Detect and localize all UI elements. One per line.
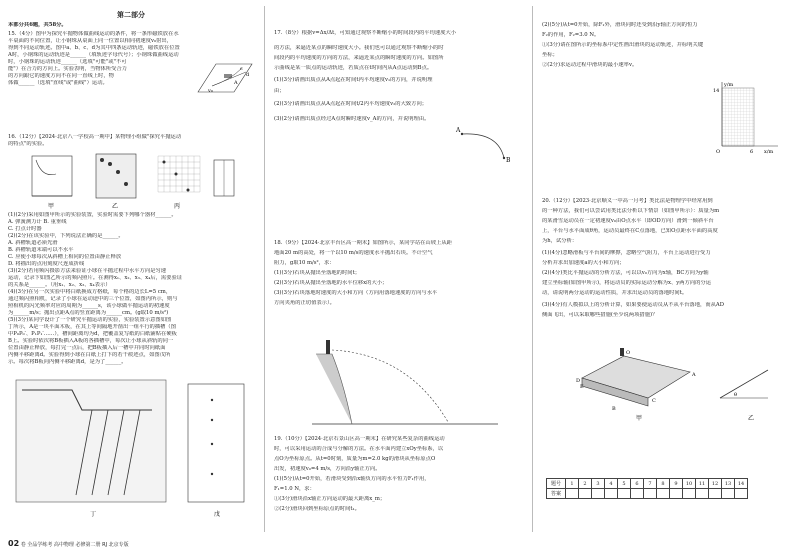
q20-line: 侧面飞出，可以采取哪些措施(至少说两项措施)？ bbox=[542, 312, 658, 318]
q19-line: 坐标； bbox=[542, 52, 558, 58]
q15-line: 体做______（选填"直线"或"曲线"）运动。 bbox=[8, 80, 108, 86]
answer-blank[interactable] bbox=[592, 489, 605, 499]
answer-blank[interactable] bbox=[618, 489, 631, 499]
q15-line: 时，小钢珠的运动轨迹______（选填"可能"或"不可 bbox=[8, 59, 127, 65]
fig-label: 丁 bbox=[90, 511, 97, 518]
q16-line: D. 将描出的点用刻度尺连成折线 bbox=[8, 261, 85, 267]
page-number: 02 bbox=[8, 539, 20, 548]
answer-cell: 6 bbox=[631, 479, 644, 489]
answer-cell: 3 bbox=[592, 479, 605, 489]
fig-label: A bbox=[692, 372, 696, 378]
q16-figure-ding-wu bbox=[12, 370, 252, 520]
q16-line: C. 应使小球每次从斜槽上相同的位置由静止释放 bbox=[8, 254, 122, 260]
q18-line: (2)(3分)石块从抛出至落地的水平位移x的大小； bbox=[274, 280, 388, 286]
answer-blank[interactable] bbox=[579, 489, 592, 499]
q19-line: ①(3分)滑块沿x轴正方向运动的最大距离x_m； bbox=[274, 496, 386, 502]
q16-line: 的关系是______。（用x₁、x₂、x₃、x₄表示） bbox=[8, 282, 111, 288]
q17-line: 的方法，来逼近某点的瞬时速度大小。我们也可以通过观察不断缩小的时 bbox=[274, 45, 444, 51]
q18-line: 方向夹角的正切值表示）。 bbox=[274, 300, 335, 306]
q16-line: 位置由静止释放，每打完一点后，把B板插入后一槽中并同时向纸面 bbox=[8, 345, 166, 351]
answer-cell: 答案 bbox=[547, 489, 566, 499]
fig-label: 丙 bbox=[174, 203, 181, 210]
q18-line: 18.（9分）【2024·北京丰台区高一期末】如图所示，某同学站在山坡上从距 bbox=[274, 240, 452, 246]
fig-label: B bbox=[612, 406, 616, 412]
q20-figure bbox=[572, 326, 772, 424]
person-icon bbox=[326, 340, 330, 354]
q16-line: 示。每次将B板向内侧平移距离d，是为了______。 bbox=[8, 359, 127, 365]
axis-tick: 14 bbox=[713, 88, 720, 94]
answer-cell: 14 bbox=[735, 479, 748, 489]
q20-line: (2)(4分)类比平抛运动的分析方法，可以以v₀方向为x轴，BC方向为y轴 bbox=[542, 270, 709, 276]
fig-label: 乙 bbox=[112, 203, 119, 210]
q18-line: (3)(3分)石块落地时速度的大小和方向（方向用落地速度的方向与水平 bbox=[274, 290, 438, 296]
answer-cell: 4 bbox=[605, 479, 618, 489]
q20-line: 动，请说明两分运动的运动性质，并求出运动员的落地时间t。 bbox=[542, 290, 688, 296]
q15-line: 得到不同运动轨迹。图中a、b、c、d为其中四条运动轨迹，磁铁放在位置 bbox=[8, 45, 180, 51]
q19-line: 19.（10分）【2024·北京石景山区高一期末】在研究某些复杂的曲线运动 bbox=[274, 436, 445, 442]
q17-line: (1)(3分)请画出质点从A点起在时间t内平均速度v₁的方向，并说明理 bbox=[274, 77, 433, 83]
answer-blank[interactable] bbox=[722, 489, 735, 499]
q16-line: B. 斜槽轨道末端可以不水平 bbox=[8, 247, 74, 253]
q20-line: 建立坐标轴(如图甲所示)，将运动员的实际运动分解为x、y两方向的分运 bbox=[542, 280, 712, 286]
q15-line: 平桌面的不同位置，让小钢珠从桌面上同一位置以相同初速度v₀射出， bbox=[8, 38, 173, 44]
q16-line: 照相机的闪光频率对应的周期为______s，该小球做平抛运动的初速度 bbox=[8, 303, 170, 309]
q17-line: 间段内的平均速度的方向的方法，来逼近某点的瞬时速度的方向。如图所 bbox=[274, 55, 444, 61]
answer-cell: 7 bbox=[644, 479, 657, 489]
q16-line: 的特点"的实验。 bbox=[8, 141, 48, 147]
q16-line: A. 斜槽轨道必须光滑 bbox=[8, 240, 58, 246]
magnet-icon bbox=[224, 74, 232, 78]
answer-blank[interactable] bbox=[696, 489, 709, 499]
answer-cell: 8 bbox=[657, 479, 670, 489]
q16-line: (5)(3分)某同学设计了一个研究平抛运动的实验，实验装置示意图如图 bbox=[8, 317, 172, 323]
skier-icon bbox=[620, 348, 624, 356]
answer-cell: 5 bbox=[618, 479, 631, 489]
q17-line: 17.（8分）根据v=Δx/Δt，可知通过观察不断缩小的时间段内的平均速度大小 bbox=[274, 30, 457, 36]
answer-blank[interactable] bbox=[605, 489, 618, 499]
q17-line: (3)(2分)请画出质点经过A点时瞬时速度v_A的方向，并说明理由。 bbox=[274, 116, 430, 122]
axis-label: O bbox=[716, 149, 721, 155]
q16-line: 运动，记录下如图乙所示的频闪照片。在测得x₁、x₂、x₃、x₄后，需要验证 bbox=[8, 275, 183, 281]
answer-blank[interactable] bbox=[735, 489, 748, 499]
part-intro: 本部分共6题，共58分。 bbox=[8, 22, 67, 28]
fig-label: 戊 bbox=[214, 511, 221, 518]
q19-line: F₁=1.0 N，求： bbox=[274, 486, 315, 492]
answer-cell: 题号 bbox=[547, 479, 566, 489]
q17-line: (2)(3分)请画出质点从A点起在时间t/2内平均速度v₂的大致方向； bbox=[274, 101, 428, 107]
answer-blank[interactable] bbox=[631, 489, 644, 499]
fig-label: d bbox=[246, 72, 250, 78]
q16-line: A. 弹簧测力计 B. 重垂线 bbox=[8, 219, 67, 225]
q16-line: 16.（12分）【2024·北京八一学校高一期中】某物理小组做"探究平抛运动 bbox=[8, 134, 182, 140]
axis-label: y/m bbox=[724, 82, 734, 88]
fig-label: C bbox=[652, 398, 656, 404]
fig-label: 甲 bbox=[48, 203, 55, 210]
page-footer bbox=[8, 539, 129, 548]
q19-line: 时，可以采用运动的合成与分解的方法。在水平面内建立xOy坐标系，以 bbox=[274, 446, 444, 452]
fig-label: A bbox=[456, 127, 461, 134]
q16-line: B上。实验时依次将B板插入A板的各插槽中，每次让小球从斜轨的同一 bbox=[8, 338, 174, 344]
q20-line: 20.（12分）【2023·北京顺义一中高一月考】类比法是物理学中经常用到 bbox=[542, 198, 713, 204]
column-divider bbox=[532, 6, 533, 532]
q20-line: 为h，试分析： bbox=[542, 238, 578, 244]
q16-line: (1)(2分)采用如图甲所示的实验装置，实验时需要下列哪个器材______。 bbox=[8, 212, 177, 218]
answer-table bbox=[546, 478, 748, 499]
q18-figure bbox=[308, 314, 504, 430]
answer-blank[interactable] bbox=[709, 489, 722, 499]
q19-line: ①(3分)请在图所示的坐标系中定性画出滑块的运动轨迹，并标明关键 bbox=[542, 42, 704, 48]
q20-line: (3)(4分)有人模拟以上的分析计算，如果要使运动员从不从平台落地，而从AD bbox=[542, 302, 724, 308]
fig-label: B bbox=[506, 157, 511, 164]
answer-cell: 12 bbox=[709, 479, 722, 489]
q19-line: ②(2分)求运动过程中滑块的最小速率v。 bbox=[542, 62, 638, 68]
q16-line: 内侧平移距离d。实验得到小球在白纸上打下的若干痕迹点，如图戊所 bbox=[8, 352, 171, 358]
answer-cell: 13 bbox=[722, 479, 735, 489]
answer-table-answer-row bbox=[547, 489, 748, 499]
q19-line: F₂的作用，F₂=3.0 N。 bbox=[542, 32, 600, 38]
q20-line: (1)(4分)忽略滑板与平台间的摩擦，忽略空气阻力，平台上运动进行受力 bbox=[542, 250, 711, 256]
q15-line: 的方向跟它的速度方向不在同一直线上时，物 bbox=[8, 73, 114, 79]
q15-line: 能"）在合力的方向上。实验表明，当物体所受合力 bbox=[8, 66, 127, 72]
q16-line: 为______m/s；抛出点距A点的竖直距离为______cm。(g取10 m/s²) bbox=[8, 310, 169, 316]
axis-tick: 6 bbox=[750, 149, 754, 155]
part-title: 第二部分 bbox=[117, 11, 145, 19]
answer-cell: 10 bbox=[683, 479, 696, 489]
q15-line: 15.（4分）图甲为探究平抛物体做曲线运动的条件，将一条形磁铁放在水 bbox=[8, 31, 179, 37]
q19-line: 出发，初速度v₀=4 m/s，方向沿y轴正方向。 bbox=[274, 466, 381, 472]
q20-line: 分析并求出加速度a的大小和方向； bbox=[542, 260, 625, 266]
fig-label: c bbox=[240, 66, 243, 72]
answer-blank[interactable] bbox=[566, 489, 579, 499]
q17-line: 示曲线是某一质点的运动轨迹，若质点在t时间内从A点运动到B点。 bbox=[274, 65, 433, 71]
fig-label: E bbox=[580, 384, 584, 390]
q18-line: 阻力，g取10 m/s²，求： bbox=[274, 260, 335, 266]
q16-figures bbox=[18, 150, 248, 212]
q15-figure bbox=[194, 58, 254, 98]
fig-label: D bbox=[576, 378, 581, 384]
q16-line: (4)(3分)在另一次实验中将白纸换成方格纸，每个格的边长L=5 cm， bbox=[8, 289, 172, 295]
q17-figure bbox=[438, 120, 518, 172]
answer-blank[interactable] bbox=[670, 489, 683, 499]
q15-line: A时，小钢珠的运动轨迹是______（填轨迹字母代号）；小钢珠做曲线运动 bbox=[8, 52, 179, 58]
q19-line: (2)(5分)从t=0开始，除F₁外，滑块同时还受到沿y轴正方向的恒力 bbox=[542, 22, 698, 28]
fig-label: O bbox=[626, 350, 631, 356]
column-divider bbox=[264, 6, 265, 532]
q19-line: ②(2分)滑块回到坐标原点的时间t₁。 bbox=[274, 506, 360, 512]
answer-blank[interactable] bbox=[683, 489, 696, 499]
fig-label: A bbox=[234, 80, 238, 86]
answer-blank[interactable] bbox=[657, 489, 670, 499]
q16-line: 中P₀P₀′、P₁P₁′……），槽间距离均为d，把覆盖复写纸的白纸铺贴在硬板 bbox=[8, 331, 177, 337]
answer-cell: 2 bbox=[579, 479, 592, 489]
answer-cell: 11 bbox=[696, 479, 709, 489]
fig-label: θ bbox=[734, 392, 738, 398]
q20-line: 的一种方法，我们可以尝试用类比法分析以下情景（如图甲所示）：质量为m bbox=[542, 208, 720, 214]
q20-line: 的某滑雪运动员在一定初速度v₀由O点水平（即OD方向）滑到一倾斜平台 bbox=[542, 218, 714, 224]
q19-line: (1)(5分)从t=0开始，若滑块受到沿x轴负方向的水平恒力F₁作用， bbox=[274, 476, 430, 482]
q16-line: 丁所示，A是一块平面木板，在其上等间隔地开凿出一组平行的插槽（图 bbox=[8, 324, 177, 330]
axis-label: x/m bbox=[764, 149, 774, 155]
answer-blank[interactable] bbox=[644, 489, 657, 499]
q16-line: 通过频闪照相机，记录了小球在运动途中的三个位置，如图丙所示，则与 bbox=[8, 296, 178, 302]
q19-grid-figure bbox=[704, 78, 782, 158]
fig-label: v₀ bbox=[208, 88, 213, 94]
q20-line: 上，平台与水平面成θ角，运动员最终在C点落地，已知O点距水平面的高度 bbox=[542, 228, 718, 234]
q17-line: 由； bbox=[274, 88, 285, 94]
fig-label: 乙 bbox=[748, 415, 755, 422]
q18-line: 地面20 m的高处，将一个以10 m/s的速度水平抛出石块。不计空气 bbox=[274, 250, 433, 256]
q18-line: (1)(3分)石块从抛出至落地的时间t； bbox=[274, 270, 360, 276]
q16-line: (2)(2分)在该实验中，下列说法正确的是______。 bbox=[8, 233, 124, 239]
footer-text: 卷 全品学练考 高中物理 必修第二册 RJ 北京专版 bbox=[20, 542, 129, 548]
answer-cell: 1 bbox=[566, 479, 579, 489]
answer-cell: 9 bbox=[670, 479, 683, 489]
q16-line: C. 打点计时器 bbox=[8, 226, 42, 232]
fig-label: 甲 bbox=[636, 415, 643, 422]
answer-table-header-row bbox=[547, 479, 748, 489]
q16-line: (3)(2分)若用频闪摄影方法来验证小球在平抛过程中水平方向是匀速 bbox=[8, 268, 167, 274]
q19-line: 点O为坐标原点。从t=0时刻，质量为m=2.0 kg的滑块从坐标原点O bbox=[274, 456, 436, 462]
